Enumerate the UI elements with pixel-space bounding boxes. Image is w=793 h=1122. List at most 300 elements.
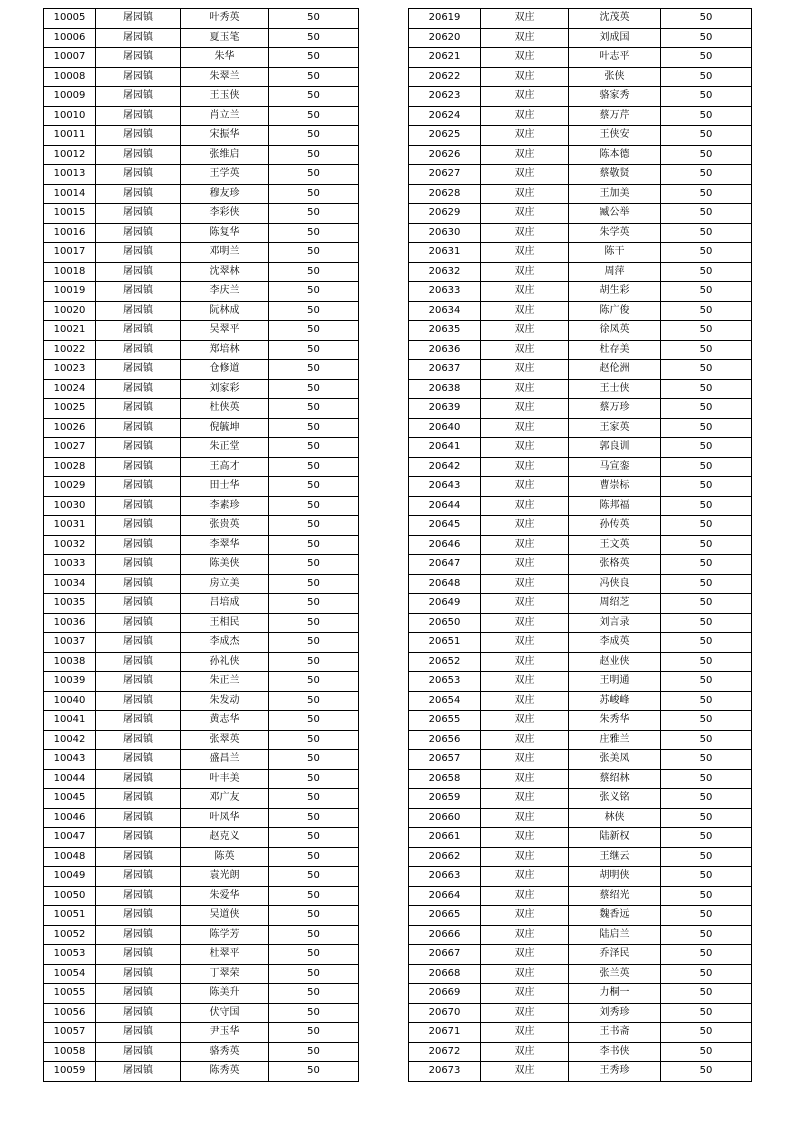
id-cell: 10013 [44,165,96,185]
town-cell: 双庄 [481,594,569,614]
table-row [44,477,359,497]
amount-cell: 50 [661,964,752,984]
amount-cell: 50 [269,165,359,185]
id-cell: 10034 [44,574,96,594]
id-cell: 20633 [409,282,481,302]
id-cell: 10028 [44,457,96,477]
amount-cell: 50 [661,516,752,536]
id-cell: 20654 [409,691,481,711]
town-cell: 双庄 [481,477,569,497]
town-cell: 屠园镇 [96,847,181,867]
amount-cell: 50 [269,555,359,575]
town-cell: 屠园镇 [96,321,181,341]
amount-cell: 50 [661,633,752,653]
id-cell: 20660 [409,808,481,828]
amount-cell: 50 [269,574,359,594]
name-cell: 王加美 [569,184,661,204]
name-cell: 朱华 [181,48,269,68]
town-cell: 屠园镇 [96,48,181,68]
town-cell: 双庄 [481,301,569,321]
name-cell: 陈秀英 [181,1062,269,1082]
right-roster-table [408,8,752,1082]
id-cell: 20666 [409,925,481,945]
name-cell: 倪毓坤 [181,418,269,438]
town-cell: 屠园镇 [96,438,181,458]
id-cell: 20644 [409,496,481,516]
amount-cell: 50 [269,711,359,731]
amount-cell: 50 [661,1003,752,1023]
table-row [409,886,752,906]
name-cell: 陈学芳 [181,925,269,945]
id-cell: 20673 [409,1062,481,1082]
id-cell: 10047 [44,828,96,848]
table-row [44,1062,359,1082]
town-cell: 屠园镇 [96,769,181,789]
amount-cell: 50 [661,769,752,789]
amount-cell: 50 [661,399,752,419]
name-cell: 叶凤华 [181,808,269,828]
town-cell: 双庄 [481,828,569,848]
table-row [44,594,359,614]
table-row [409,750,752,770]
town-cell: 屠园镇 [96,126,181,146]
name-cell: 王高才 [181,457,269,477]
town-cell: 双庄 [481,184,569,204]
town-cell: 屠园镇 [96,808,181,828]
name-cell: 王秀珍 [569,1062,661,1082]
table-row [409,399,752,419]
table-row [409,906,752,926]
id-cell: 10016 [44,223,96,243]
amount-cell: 50 [269,477,359,497]
id-cell: 20643 [409,477,481,497]
table-row [44,165,359,185]
table-row [409,1062,752,1082]
amount-cell: 50 [661,48,752,68]
table-row [44,360,359,380]
table-row [409,340,752,360]
amount-cell: 50 [269,769,359,789]
town-cell: 双庄 [481,535,569,555]
name-cell: 陆新权 [569,828,661,848]
name-cell: 肖立兰 [181,106,269,126]
town-cell: 双庄 [481,1062,569,1082]
amount-cell: 50 [661,1062,752,1082]
town-cell: 屠园镇 [96,925,181,945]
table-row [44,789,359,809]
right-table-body [409,9,752,1082]
id-cell: 20640 [409,418,481,438]
town-cell: 屠园镇 [96,67,181,87]
town-cell: 双庄 [481,1023,569,1043]
id-cell: 20636 [409,340,481,360]
id-cell: 20627 [409,165,481,185]
name-cell: 尹玉华 [181,1023,269,1043]
amount-cell: 50 [269,964,359,984]
name-cell: 徐凤英 [569,321,661,341]
name-cell: 胡明侠 [569,867,661,887]
town-cell: 屠园镇 [96,633,181,653]
id-cell: 10041 [44,711,96,731]
town-cell: 双庄 [481,555,569,575]
town-cell: 双庄 [481,418,569,438]
amount-cell: 50 [269,106,359,126]
name-cell: 郑培林 [181,340,269,360]
id-cell: 10043 [44,750,96,770]
id-cell: 10027 [44,438,96,458]
table-row [409,847,752,867]
amount-cell: 50 [269,282,359,302]
name-cell: 袁光朗 [181,867,269,887]
name-cell: 骆秀英 [181,1042,269,1062]
name-cell: 田士华 [181,477,269,497]
town-cell: 屠园镇 [96,1003,181,1023]
name-cell: 盛昌兰 [181,750,269,770]
id-cell: 20653 [409,672,481,692]
amount-cell: 50 [661,321,752,341]
id-cell: 10045 [44,789,96,809]
name-cell: 魏香远 [569,906,661,926]
id-cell: 10058 [44,1042,96,1062]
table-row [44,457,359,477]
name-cell: 曹崇标 [569,477,661,497]
table-row [44,672,359,692]
name-cell: 王家英 [569,418,661,438]
amount-cell: 50 [269,340,359,360]
amount-cell: 50 [269,906,359,926]
id-cell: 10033 [44,555,96,575]
name-cell: 蔡万芹 [569,106,661,126]
table-row [44,204,359,224]
town-cell: 双庄 [481,496,569,516]
amount-cell: 50 [269,1003,359,1023]
name-cell: 赵伦洲 [569,360,661,380]
name-cell: 房立美 [181,574,269,594]
id-cell: 20624 [409,106,481,126]
id-cell: 10051 [44,906,96,926]
town-cell: 双庄 [481,48,569,68]
table-row [409,223,752,243]
id-cell: 20655 [409,711,481,731]
amount-cell: 50 [661,789,752,809]
amount-cell: 50 [269,67,359,87]
amount-cell: 50 [269,594,359,614]
name-cell: 朱正堂 [181,438,269,458]
amount-cell: 50 [269,984,359,1004]
table-row [44,496,359,516]
amount-cell: 50 [661,282,752,302]
town-cell: 双庄 [481,9,569,29]
town-cell: 屠园镇 [96,672,181,692]
id-cell: 10050 [44,886,96,906]
town-cell: 双庄 [481,847,569,867]
table-row [409,613,752,633]
town-cell: 屠园镇 [96,594,181,614]
id-cell: 10011 [44,126,96,146]
amount-cell: 50 [661,750,752,770]
amount-cell: 50 [269,262,359,282]
table-row [44,516,359,536]
table-row [44,9,359,29]
id-cell: 20648 [409,574,481,594]
town-cell: 双庄 [481,769,569,789]
name-cell: 蔡绍光 [569,886,661,906]
table-row [409,555,752,575]
amount-cell: 50 [661,808,752,828]
id-cell: 20658 [409,769,481,789]
id-cell: 20619 [409,9,481,29]
amount-cell: 50 [269,867,359,887]
table-row [409,633,752,653]
name-cell: 李成杰 [181,633,269,653]
town-cell: 屠园镇 [96,1062,181,1082]
id-cell: 10019 [44,282,96,302]
amount-cell: 50 [661,301,752,321]
name-cell: 张兰英 [569,964,661,984]
table-row [409,126,752,146]
name-cell: 杜存美 [569,340,661,360]
table-row [44,867,359,887]
table-row [44,906,359,926]
town-cell: 屠园镇 [96,555,181,575]
name-cell: 陈美侠 [181,555,269,575]
id-cell: 10055 [44,984,96,1004]
amount-cell: 50 [269,925,359,945]
amount-cell: 50 [661,67,752,87]
town-cell: 双庄 [481,516,569,536]
town-cell: 屠园镇 [96,945,181,965]
name-cell: 王继云 [569,847,661,867]
table-row [409,594,752,614]
amount-cell: 50 [269,750,359,770]
amount-cell: 50 [661,945,752,965]
table-row [409,808,752,828]
table-row [409,711,752,731]
table-row [409,691,752,711]
table-row [409,672,752,692]
amount-cell: 50 [269,633,359,653]
name-cell: 陈广俊 [569,301,661,321]
id-cell: 10008 [44,67,96,87]
town-cell: 双庄 [481,165,569,185]
table-row [409,789,752,809]
id-cell: 20663 [409,867,481,887]
table-row [44,808,359,828]
name-cell: 沈翠林 [181,262,269,282]
table-row [409,145,752,165]
table-row [44,886,359,906]
id-cell: 20656 [409,730,481,750]
town-cell: 双庄 [481,808,569,828]
amount-cell: 50 [661,477,752,497]
id-cell: 10039 [44,672,96,692]
amount-cell: 50 [661,613,752,633]
amount-cell: 50 [269,399,359,419]
town-cell: 屠园镇 [96,457,181,477]
id-cell: 20670 [409,1003,481,1023]
table-row [409,184,752,204]
table-row [44,340,359,360]
amount-cell: 50 [269,321,359,341]
table-row [409,321,752,341]
town-cell: 屠园镇 [96,828,181,848]
amount-cell: 50 [269,301,359,321]
amount-cell: 50 [269,535,359,555]
table-row [409,204,752,224]
id-cell: 20634 [409,301,481,321]
name-cell: 王文英 [569,535,661,555]
town-cell: 双庄 [481,360,569,380]
table-row [44,223,359,243]
town-cell: 双庄 [481,613,569,633]
amount-cell: 50 [661,906,752,926]
table-row [409,1003,752,1023]
table-row [44,945,359,965]
table-row [409,984,752,1004]
name-cell: 吕培成 [181,594,269,614]
town-cell: 双庄 [481,652,569,672]
table-row [44,613,359,633]
id-cell: 20672 [409,1042,481,1062]
name-cell: 王学英 [181,165,269,185]
id-cell: 10020 [44,301,96,321]
id-cell: 10032 [44,535,96,555]
town-cell: 屠园镇 [96,360,181,380]
amount-cell: 50 [661,28,752,48]
table-row [44,379,359,399]
name-cell: 力桐一 [569,984,661,1004]
town-cell: 屠园镇 [96,984,181,1004]
table-row [409,730,752,750]
amount-cell: 50 [269,652,359,672]
table-row [44,282,359,302]
table-row [409,1023,752,1043]
name-cell: 周萍 [569,262,661,282]
name-cell: 刘言录 [569,613,661,633]
id-cell: 10005 [44,9,96,29]
name-cell: 赵克义 [181,828,269,848]
name-cell: 陆启兰 [569,925,661,945]
amount-cell: 50 [661,360,752,380]
name-cell: 陈干 [569,243,661,263]
table-row [44,574,359,594]
amount-cell: 50 [269,87,359,107]
table-row [44,925,359,945]
table-row [409,457,752,477]
table-row [44,828,359,848]
town-cell: 双庄 [481,204,569,224]
town-cell: 双庄 [481,243,569,263]
name-cell: 郭良训 [569,438,661,458]
name-cell: 王明通 [569,672,661,692]
id-cell: 20632 [409,262,481,282]
town-cell: 屠园镇 [96,516,181,536]
name-cell: 邓明兰 [181,243,269,263]
id-cell: 20638 [409,379,481,399]
name-cell: 李书侠 [569,1042,661,1062]
table-row [409,652,752,672]
amount-cell: 50 [661,243,752,263]
amount-cell: 50 [269,223,359,243]
amount-cell: 50 [269,496,359,516]
town-cell: 双庄 [481,87,569,107]
town-cell: 屠园镇 [96,496,181,516]
amount-cell: 50 [269,360,359,380]
table-row [409,243,752,263]
name-cell: 张义铭 [569,789,661,809]
name-cell: 王玉侠 [181,87,269,107]
id-cell: 20662 [409,847,481,867]
amount-cell: 50 [661,204,752,224]
table-row [409,769,752,789]
amount-cell: 50 [661,847,752,867]
town-cell: 屠园镇 [96,886,181,906]
id-cell: 10046 [44,808,96,828]
id-cell: 20641 [409,438,481,458]
table-row [44,67,359,87]
table-row [44,984,359,1004]
id-cell: 10059 [44,1062,96,1082]
amount-cell: 50 [269,9,359,29]
table-row [409,1042,752,1062]
table-row [44,87,359,107]
town-cell: 屠园镇 [96,9,181,29]
town-cell: 屠园镇 [96,223,181,243]
table-row [409,282,752,302]
name-cell: 陈邦福 [569,496,661,516]
amount-cell: 50 [269,730,359,750]
town-cell: 双庄 [481,223,569,243]
name-cell: 陈英 [181,847,269,867]
table-row [44,730,359,750]
table-row [409,379,752,399]
name-cell: 李翠华 [181,535,269,555]
name-cell: 冯侠良 [569,574,661,594]
id-cell: 20620 [409,28,481,48]
id-cell: 10054 [44,964,96,984]
town-cell: 屠园镇 [96,535,181,555]
amount-cell: 50 [661,594,752,614]
id-cell: 20659 [409,789,481,809]
id-cell: 20630 [409,223,481,243]
town-cell: 双庄 [481,789,569,809]
table-row [409,9,752,29]
id-cell: 10036 [44,613,96,633]
amount-cell: 50 [661,925,752,945]
table-row [44,711,359,731]
amount-cell: 50 [269,48,359,68]
name-cell: 胡生彩 [569,282,661,302]
name-cell: 陈复华 [181,223,269,243]
town-cell: 屠园镇 [96,165,181,185]
amount-cell: 50 [269,691,359,711]
town-cell: 屠园镇 [96,711,181,731]
amount-cell: 50 [661,438,752,458]
id-cell: 10012 [44,145,96,165]
id-cell: 10053 [44,945,96,965]
amount-cell: 50 [269,516,359,536]
town-cell: 双庄 [481,340,569,360]
id-cell: 20646 [409,535,481,555]
id-cell: 10037 [44,633,96,653]
town-cell: 屠园镇 [96,106,181,126]
table-row [44,106,359,126]
town-cell: 屠园镇 [96,262,181,282]
name-cell: 刘成国 [569,28,661,48]
id-cell: 10021 [44,321,96,341]
amount-cell: 50 [661,184,752,204]
id-cell: 10007 [44,48,96,68]
